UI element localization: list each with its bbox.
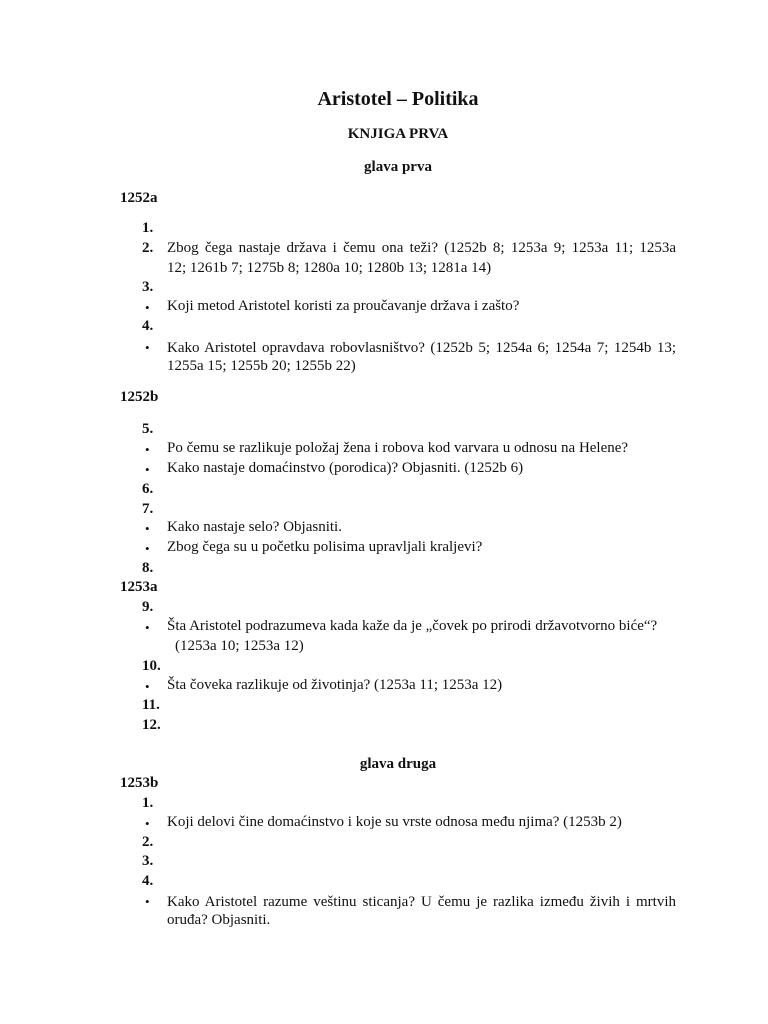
item-number: 2.: [142, 834, 154, 850]
chapter-heading-2: glava druga: [359, 756, 437, 772]
item-number: 4.: [142, 318, 154, 334]
item-number: 1.: [142, 220, 154, 236]
item-number: 12.: [142, 717, 161, 733]
item-number: 8.: [142, 560, 154, 576]
bullet-icon: •: [145, 300, 150, 315]
bullet-icon: •: [145, 816, 150, 831]
bullet-icon: •: [145, 340, 150, 355]
item-number: 3.: [142, 853, 154, 869]
item-number: 11.: [142, 697, 160, 713]
question-text: Koji metod Aristotel koristi za proučavanje država i zašto?: [167, 298, 520, 314]
bullet-icon: •: [145, 521, 150, 536]
question-text: Zbog čega su u početku polisima upravljali kraljevi?: [167, 539, 483, 555]
item-number: 7.: [142, 501, 154, 517]
document-title: Aristotel – Politika: [317, 88, 479, 110]
chapter-heading-1: glava prva: [364, 159, 432, 175]
bullet-icon: •: [145, 442, 150, 457]
item-number: 1.: [142, 795, 154, 811]
question-text: Kako nastaje selo? Objasniti.: [167, 519, 342, 535]
question-text: Šta Aristotel podrazumeva kada kaže da je „čovek po prirodi državotvorno biće“?: [167, 618, 658, 634]
bullet-icon: •: [145, 462, 150, 477]
question-text: 12; 1261b 7; 1275b 8; 1280a 10; 1280b 13; 1281a 14): [167, 260, 492, 276]
item-number: 6.: [142, 481, 154, 497]
item-number: 4.: [142, 873, 154, 889]
bullet-icon: •: [145, 541, 150, 556]
item-number: 10.: [142, 658, 161, 674]
question-text: 1255a 15; 1255b 20; 1255b 22): [167, 358, 356, 374]
item-number: 5.: [142, 421, 154, 437]
item-number: 9.: [142, 599, 154, 615]
bullet-icon: •: [145, 679, 150, 694]
section-1253a: 1253a: [120, 579, 158, 595]
bullet-icon: •: [145, 894, 150, 909]
question-text: Kako Aristotel razume veštinu sticanja? U čemu je razlika između živih i mrtvih: [167, 894, 676, 910]
question-text: Kako Aristotel opravdava robovlasništvo? (1252b 5; 1254a 6; 1254a 7; 1254b 13;: [167, 340, 676, 356]
question-text: Kako nastaje domaćinstvo (porodica)? Objasniti. (1252b 6): [167, 460, 524, 476]
book-heading: KNJIGA PRVA: [347, 126, 449, 142]
question-text: oruđa? Objasniti.: [167, 912, 271, 928]
item-number: 3.: [142, 279, 154, 295]
bullet-icon: •: [145, 620, 150, 635]
question-text: Šta čoveka razlikuje od životinja? (1253a 11; 1253a 12): [167, 677, 503, 693]
item-number: 2.: [142, 240, 154, 256]
section-1253b: 1253b: [120, 775, 159, 791]
question-text: Koji delovi čine domaćinstvo i koje su vrste odnosa među njima? (1253b 2): [167, 814, 622, 830]
section-1252b: 1252b: [120, 389, 159, 405]
section-1252a: 1252a: [120, 190, 158, 206]
question-text: (1253a 10; 1253a 12): [175, 638, 304, 654]
question-text: Po čemu se razlikuje položaj žena i robova kod varvara u odnosu na Helene?: [167, 440, 629, 456]
question-text: Zbog čega nastaje država i čemu ona teži? (1252b 8; 1253a 9; 1253a 11; 1253a: [167, 240, 676, 256]
